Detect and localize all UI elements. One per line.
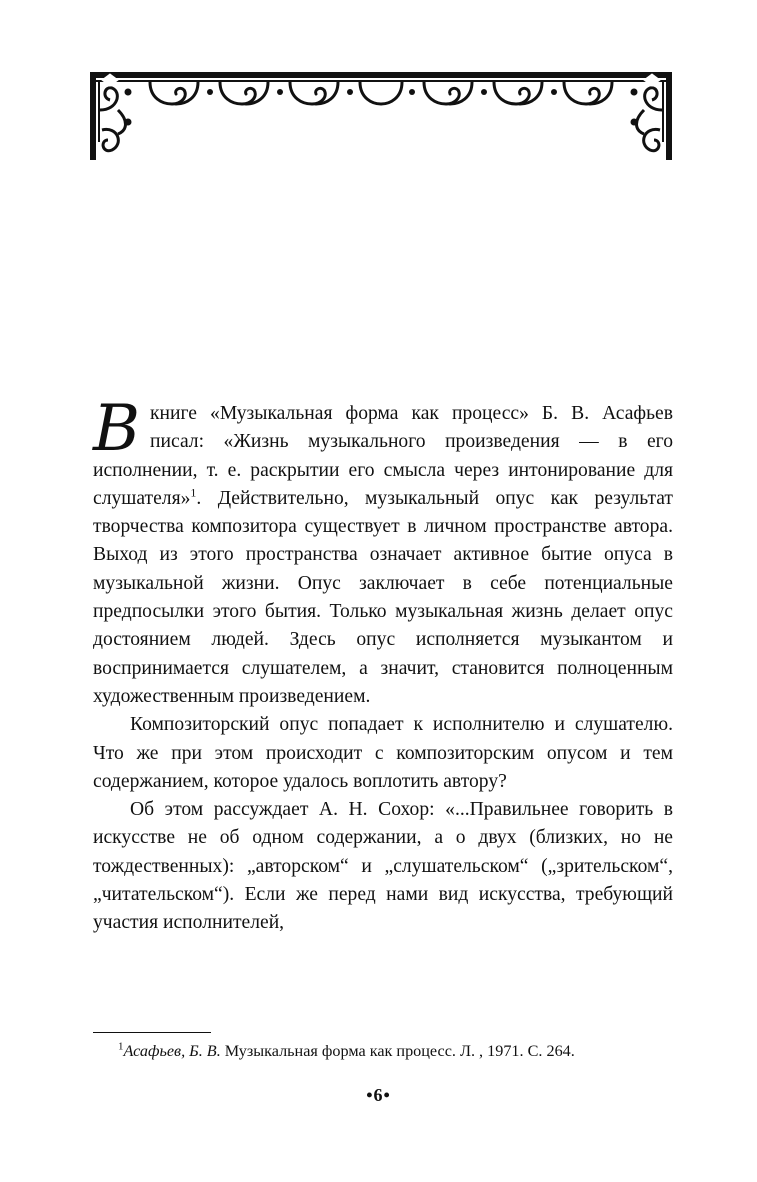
footnote xyxy=(118,1041,678,1061)
ornamental-header-border-icon xyxy=(88,70,674,162)
footnote-author: Асафьев, Б. В. xyxy=(123,1042,221,1060)
paragraph-1-text: книге «Музыкальная форма как процесс» Б. В. Асафьев писал: «Жизнь музыкального произведения — в его исполнении, т. е. раскрытии его смысла через интонирование для слушателя» xyxy=(93,403,673,509)
paragraph-2: Композиторский опус попадает к исполнителю и слушателю. Что же при этом происходит с композиторским опусом и тем содержанием, которое удалось воплотить автору? xyxy=(93,714,673,792)
footnote-mark: 1 xyxy=(118,1040,124,1053)
paragraph-1 xyxy=(93,392,673,711)
paragraph-3: Об этом рассуждает А. Н. Сохор: «...Правильнее говорить в искусстве не об одном содержании, а о двух (близких, но не тождественных): „авторском“ и „слушательском“ („зрительском“, „читательском“). Если же перед нами вид искусства, требующий участия исполнителей, xyxy=(93,799,673,934)
footnote-divider xyxy=(93,1032,211,1033)
paragraph-1-text-continued: . Действительно, музыкальный опус как результат творчества композитора существует в личном пространстве автора. Выход из этого пространства означает активное бытие опуса в музыкальной жизни. Опус заключает в себе потенциальные предпосылки этого бытия. Только музыкальная жизнь делает опус достоянием людей. Здесь опус исполняется музыкантом и воспринимается слушателем, а значит, становится полноценным художественным произведением. xyxy=(93,487,673,707)
footnote-reference: 1 xyxy=(190,485,197,500)
footnote-text: Музыкальная форма как процесс. Л. , 1971. С. 264. xyxy=(220,1042,575,1060)
page-number: •6• xyxy=(366,1085,391,1105)
main-text xyxy=(93,392,673,938)
drop-cap: В xyxy=(93,392,141,466)
